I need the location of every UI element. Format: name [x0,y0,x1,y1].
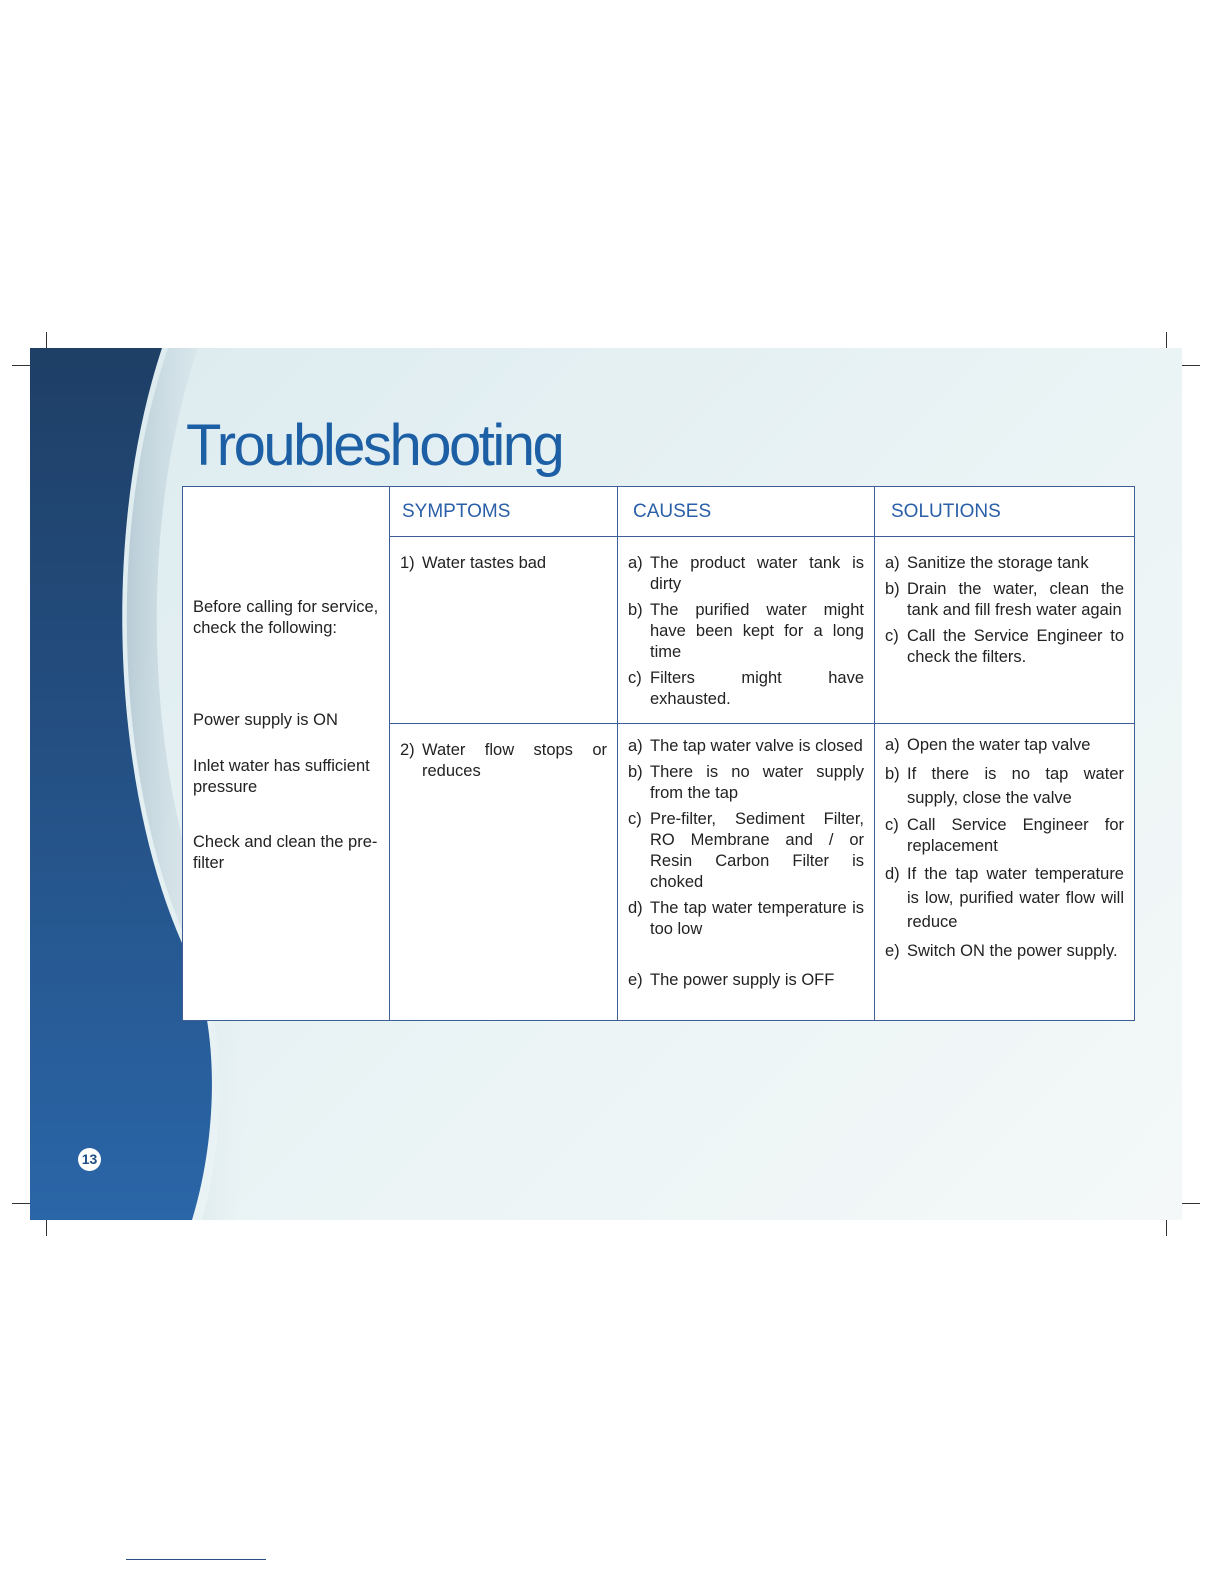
cause-item: a) The product water tank is dirty [628,554,864,593]
crop-mark [1166,332,1167,348]
cause-item: b) There is no water supply from the tap [628,763,864,802]
cause-item: d) The tap water temperature is too low [628,899,864,938]
cause-item: e) The power supply is OFF [628,971,835,989]
page-title: Troubleshooting [186,413,563,478]
solution-item: b) Drain the water, clean the tank and fill fresh water again [885,580,1124,619]
column-header-solutions: SOLUTIONS [875,487,1135,537]
causes-cell [618,537,875,724]
solution-item: a) Sanitize the storage tank [885,554,1089,572]
crop-mark [12,365,30,366]
column-header-causes: CAUSES [618,487,875,537]
solution-item: e) Switch ON the power supply. [885,942,1118,960]
check-item: Inlet water has sufficient pressure [193,757,370,796]
solution-item: b) If there is no tap water supply, close the valve [885,765,1124,807]
symptom-cell [390,537,618,724]
before-calling-text: Before calling for service, check the following: [193,598,379,637]
symptom-item: 2) Water flow stops or reduces [400,741,607,780]
check-item: Power supply is ON [193,711,338,729]
crop-mark [1182,365,1200,366]
manual-page [30,348,1182,1220]
cause-item: a) The tap water valve is closed [628,737,863,755]
page-number-badge: 13 [78,1148,101,1171]
solution-item: d) If the tap water temperature is low, purified water flow will reduce [885,865,1124,931]
check-item: Check and clean the pre-filter [193,833,378,872]
solution-item: c) Call Service Engineer for replacement [885,816,1124,855]
column-header-symptoms: SYMPTOMS [390,487,618,537]
crop-mark [1182,1203,1200,1204]
crop-mark [46,332,47,348]
crop-mark [1166,1220,1167,1236]
crop-mark [46,1220,47,1236]
intro-cell [183,487,390,1021]
causes-cell [618,724,875,1021]
footer-rule [126,1559,266,1560]
troubleshooting-table [182,486,1135,1021]
cause-item: b) The purified water might have been kept for a long time [628,601,864,661]
solution-item: c) Call the Service Engineer to check the filters. [885,627,1124,666]
crop-mark [12,1203,30,1204]
cause-item: c) Pre-filter, Sediment Filter, RO Membrane and / or Resin Carbon Filter is choked [628,810,864,891]
symptom-item: 1) Water tastes bad [400,554,547,572]
solutions-cell [875,724,1135,1021]
table-header-row [183,487,1135,537]
cause-item: c) Filters might have exhausted. [628,669,864,708]
solutions-cell [875,537,1135,724]
symptom-cell [390,724,618,1021]
solution-item: a) Open the water tap valve [885,736,1091,754]
